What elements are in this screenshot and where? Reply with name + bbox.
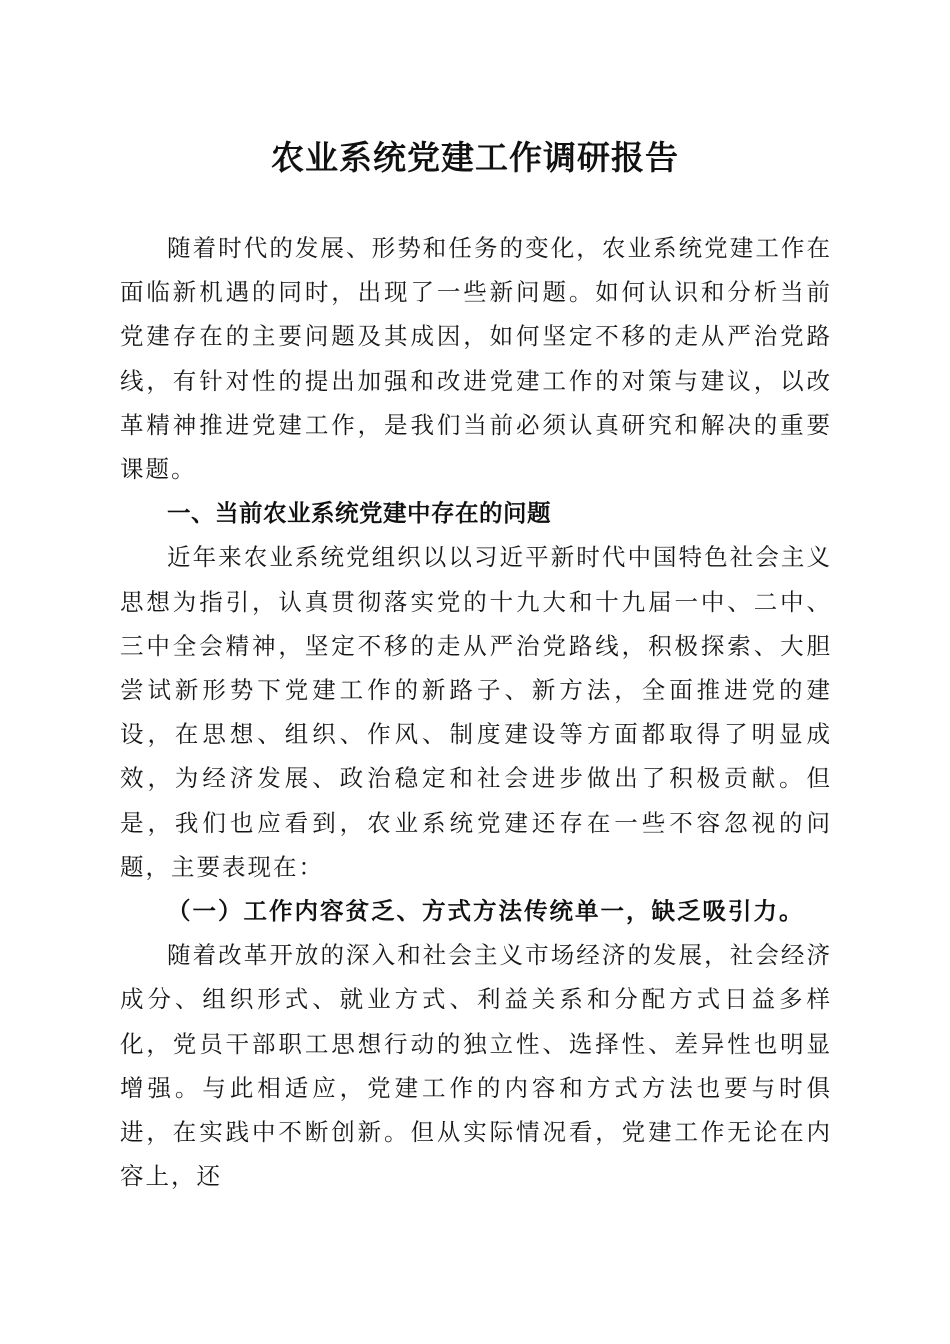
subsection-heading: （一）工作内容贫乏、方式方法传统单一，缺乏吸引力。 xyxy=(167,897,805,926)
section-paragraph: 近年来农业系统党组织以以习近平新时代中国特色社会主义思想为指引，认真贯彻落实党的十九大和十九届一中、二中、三中全会精神，坚定不移的走从严治党路线，积极探索、大胆尝试新形势下党建工作的新路子、新方法，全面推进党的建设，在思想、组织、作风、制度建设等方面都取得了明显成效，为经济发展、政治稳定和社会进步做出了积极贡献。但是，我们也应看到，农业系统党建还存在一些不容忽视的问题，主要表现在： xyxy=(120,543,832,881)
section-heading: 一、当前农业系统党建中存在的问题 xyxy=(167,499,551,528)
document-body xyxy=(120,226,832,1198)
subsection-paragraph: 随着改革开放的深入和社会主义市场经济的发展，社会经济成分、组织形式、就业方式、利益关系和分配方式日益多样化，党员干部职工思想行动的独立性、选择性、差异性也明显增强。与此相适应，党建工作的内容和方式方法也要与时俱进，在实践中不断创新。但从实际情况看，党建工作无论在内容上，还 xyxy=(120,941,832,1191)
document-title: 农业系统党建工作调研报告 xyxy=(271,138,679,177)
intro-paragraph: 随着时代的发展、形势和任务的变化，农业系统党建工作在面临新机遇的同时，出现了一些新问题。如何认识和分析当前党建存在的主要问题及其成因，如何坚定不移的走从严治党路线，有针对性的提出加强和改进党建工作的对策与建议，以改革精神推进党建工作，是我们当前必须认真研究和解决的重要课题。 xyxy=(120,234,832,484)
